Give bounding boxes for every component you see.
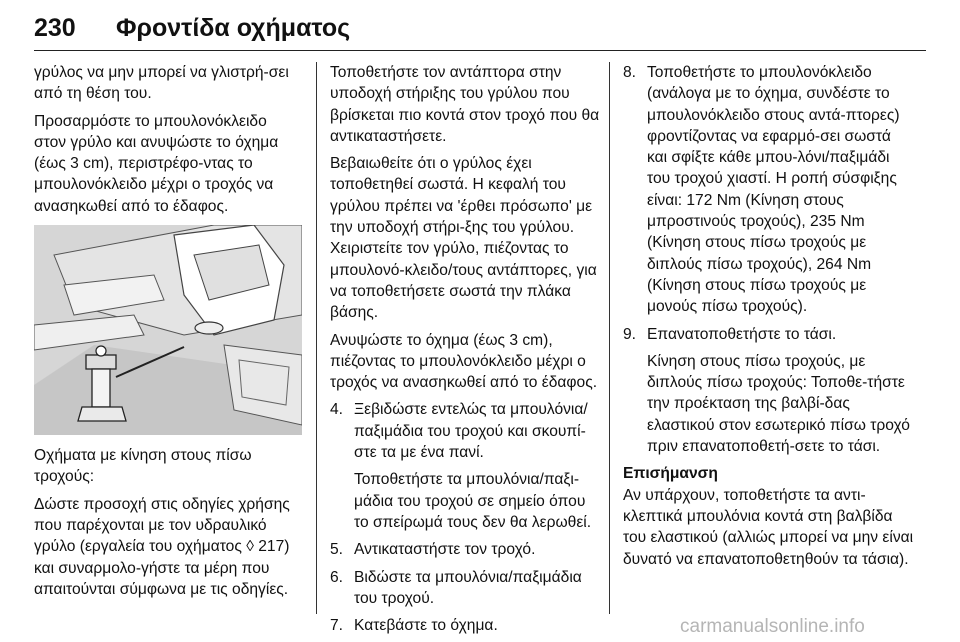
step-number: 7.	[330, 617, 344, 635]
column-divider	[609, 62, 610, 614]
step-text: Τοποθετήστε το μπουλονόκλειδο (ανάλογα με το όχημα, συνδέστε το μπουλονόκλειδο στους αντά-πτορες) φροντίζοντας να εφαρμό-σει σωστά και σφίξτε κάθε μπου-λόνι/παξιμάδι του τροχού χιαστί. Η ροπή σύσφιξης είναι: 172 Nm (Κίνηση στους μπροστινούς τροχούς), 235 Nm (Κίνηση στους πίσω τροχούς με διπλούς πίσω τροχούς), 264 Nm (Κίνηση στους πίσω τροχούς με μονούς πίσω τροχούς).	[647, 64, 900, 316]
step-number: 9.	[623, 325, 637, 343]
watermark: carmanualsonline.info	[680, 616, 865, 637]
page-header	[34, 14, 926, 51]
step-number: 8.	[623, 64, 637, 81]
column-right	[623, 62, 915, 576]
step-text: Επανατοποθετήστε το τάσι.	[647, 325, 837, 343]
paragraph: Ανυψώστε το όχημα (έως 3 cm), πιέζοντας το μπουλονόκλειδο μέχρι ο τροχός να ανασηκωθεί από το έδαφος.	[330, 331, 598, 392]
step-text: Ξεβιδώστε εντελώς τα μπουλόνια/παξιμάδια του τροχού και σκουπί-στε τα με ένα πανί.	[354, 401, 588, 462]
step-text: Κατεβάστε το όχημα.	[354, 617, 498, 635]
paragraph: Δώστε προσοχή στις οδηγίες χρήσης που παρέχονται με τον υδραυλικό γρύλο (εργαλεία του οχήματος ◊ 217) και συναρμολο-γήστε τα μέρη που απαιτούνται σύμφωνα με τις οδηγίες.	[34, 495, 290, 598]
note-title: Επισήμανση	[623, 465, 718, 483]
paragraph: Βεβαιωθείτε ότι ο γρύλος έχει τοποθετηθεί σωστά. Η κεφαλή του γρύλου πρέπει να 'έρθει πρόσωπο' με την υποδοχή στήρι-ξης του γρύλου. Χειριστείτε τον γρύλο, πιέζοντας το μπουλονό-κλειδο/τους αντάπτορες, για να τοποθετήσετε σωστά την πλάκα βάσης.	[330, 155, 597, 322]
column-left	[34, 62, 302, 606]
paragraph: γρύλος να μην μπορεί να γλιστρή-σει από τη θέση του.	[34, 64, 289, 103]
page-number: 230	[34, 14, 76, 42]
step-text: Βιδώστε τα μπουλόνια/παξιμάδια του τροχού.	[354, 568, 582, 607]
column-divider	[316, 62, 317, 614]
list-item	[330, 615, 602, 636]
step-subtext: Τοποθετήστε τα μπουλόνια/παξι-μάδια του τροχού σε σημείο όπου το σπείρωμά τους δεν θα λερωθεί.	[354, 471, 592, 531]
paragraph: Προσαρμόστε το μπουλονόκλειδο στον γρύλο και ανυψώστε το όχημα (έως 3 cm), περιστρέφο-ντας το μπουλονόκλειδο μέχρι ο τροχός να ανασηκωθεί από το έδαφος.	[34, 112, 279, 215]
step-list	[330, 399, 602, 636]
list-item	[330, 567, 602, 610]
step-subtext: Κίνηση στους πίσω τροχούς, με διπλούς πίσω τροχούς: Τοποθε-τήστε την προέκταση της βαλβί-δας ελαστικού στον εσωτερικό πίσω τροχό πριν επανατοποθετή-σετε το τάσι.	[647, 352, 910, 456]
note-text: Αν υπάρχουν, τοποθετήστε τα αντι-κλεπτικά μπουλόνια κοντά στη βαλβίδα του ελαστικού (αλλιώς μπορεί να μην είναι δυνατό να επανατοποθετηθούν τα τάσια).	[623, 486, 914, 568]
step-number: 4.	[330, 401, 344, 419]
paragraph: Οχήματα με κίνηση στους πίσω τροχούς:	[34, 447, 252, 486]
list-item	[623, 324, 915, 458]
list-item	[330, 539, 602, 560]
step-number: 6.	[330, 568, 344, 586]
list-item	[330, 399, 602, 533]
paragraph: Τοποθετήστε τον αντάπτορα στην υποδοχή στήριξης του γρύλου που βρίσκεται πιο κοντά στον τροχό που θα αντικαταστήσετε.	[330, 64, 600, 145]
note-block	[623, 463, 915, 569]
step-text: Αντικαταστήστε τον τροχό.	[354, 541, 536, 559]
list-item	[623, 62, 915, 318]
chapter-title: Φροντίδα οχήματος	[116, 14, 351, 42]
step-list	[623, 62, 915, 457]
column-middle	[330, 62, 602, 642]
jack-illustration	[34, 225, 302, 435]
step-number: 5.	[330, 541, 344, 559]
